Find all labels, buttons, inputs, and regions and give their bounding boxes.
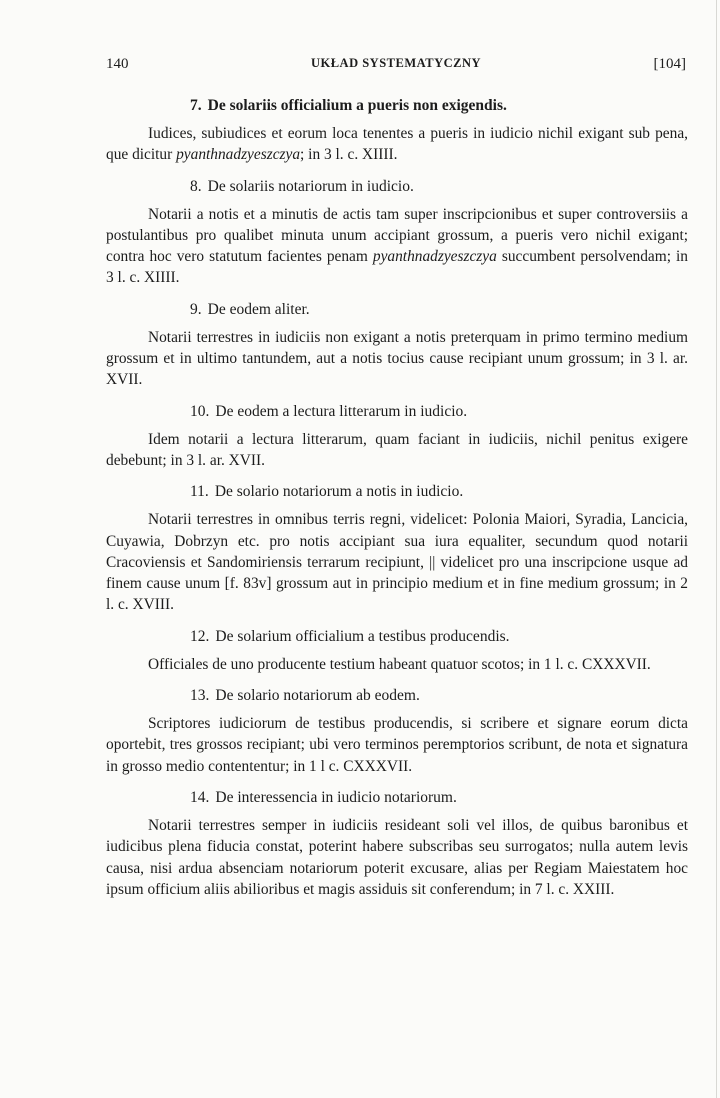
section-heading <box>106 788 688 808</box>
paragraph-text: Officiales de uno producente testium habeant quatuor scotos; in 1 l. c. CXXXVII. <box>148 655 651 673</box>
section-12 <box>106 627 688 675</box>
section-paragraph <box>106 204 688 289</box>
section-paragraph <box>106 429 688 472</box>
section-title: De interessencia in iudicio notariorum. <box>215 788 457 806</box>
paragraph-text: Notarii terrestres semper in iudiciis resideant soli vel illos, de quibus baronibus et iudicibus plena fiducia constat, poterint habere subscribas seu surrogatos; nulla autem levis causa, nisi ardua absenciam notariorum poterit excusare, alias per Regiam Maiestatem hoc ipsum officium aliis abilioribus et magis assiduis sit conferendum; in 7 l. c. XXIII. <box>106 816 688 898</box>
section-number: 10. <box>190 402 210 420</box>
section-number: 14. <box>190 788 210 806</box>
italic-term: pyanthnadzyeszczya <box>176 146 301 164</box>
paragraph-citation: ; in 3 l. c. XIIII. <box>300 146 398 164</box>
section-paragraph <box>106 509 688 615</box>
section-paragraph <box>106 654 688 675</box>
section-heading <box>106 177 688 197</box>
section-13 <box>106 686 688 777</box>
page-header <box>106 56 686 76</box>
paragraph-text: Iudices, subiudices et eorum loca tenentes a pueris in iudicio nichil exigant sub pena, que dicitur <box>106 125 688 164</box>
section-title: De solariis officialium a pueris non exigendis. <box>207 97 507 114</box>
section-paragraph <box>106 123 688 166</box>
paragraph-text: Scriptores iudiciorum de testibus producendis, si scribere et signare eorum dicta oportebit, tres grossos recipiant; ubi vero terminos peremptorios scribunt, de nota et signatura in grosso medio contententur; in 1 l c. CXXXVII. <box>106 715 688 775</box>
section-ref: [104] <box>653 56 686 72</box>
section-11 <box>106 482 688 615</box>
section-heading <box>106 300 688 320</box>
section-9 <box>106 300 688 391</box>
section-number: 13. <box>190 687 210 705</box>
section-number: 8. <box>190 177 202 195</box>
section-heading <box>106 627 688 647</box>
paragraph-text: Idem notarii a lectura litterarum, quam faciant in iudiciis, nichil penitus exigere debebunt; in 3 l. ar. XVII. <box>106 430 688 469</box>
section-title: De solariis notariorum in iudicio. <box>207 177 414 195</box>
section-number: 7. <box>190 97 202 114</box>
section-paragraph <box>106 327 688 391</box>
page-number: 140 <box>106 56 129 72</box>
section-number: 11. <box>190 483 209 501</box>
page-body <box>106 96 688 911</box>
paragraph-citation: succumbent persolvendam; in 3 l. c. XIIII. <box>106 248 688 287</box>
section-heading <box>106 686 688 706</box>
section-title: De solario notariorum ab eodem. <box>215 687 420 705</box>
section-number: 12. <box>190 627 210 645</box>
section-heading <box>106 482 688 502</box>
section-8 <box>106 177 688 289</box>
section-14 <box>106 788 688 900</box>
section-title: De eodem aliter. <box>207 300 310 318</box>
section-10 <box>106 402 688 472</box>
section-heading <box>106 402 688 422</box>
section-heading <box>106 96 688 116</box>
paragraph-text: Notarii terrestres in omnibus terris regni, videlicet: Polonia Maiori, Syradia, Lancicia, Cuyawia, Dobrzyn etc. pro notis accipiant sua iura equaliter, secundum quod notarii Cracoviensis et Sandomiriensis terrarum recipiunt, || videlicet pro una inscripcione usque ad finem cause unum [f. 83v] grossum aut in principio medium et in fine medium grossum; in 2 l. c. XVIII. <box>106 511 688 614</box>
section-paragraph <box>106 713 688 777</box>
italic-term: pyanthnadzyeszczya <box>372 248 497 266</box>
page-edge-shadow <box>716 0 717 1098</box>
section-title: De eodem a lectura litterarum in iudicio. <box>215 402 468 420</box>
running-title: UKŁAD SYSTEMATYCZNY <box>310 56 482 70</box>
section-title: De solarium officialium a testibus producendis. <box>215 627 510 645</box>
section-7 <box>106 96 688 166</box>
paragraph-text: Notarii a notis et a minutis de actis tam super inscripcionibus et super controversiis a postulantibus pro qualibet minuta unum accipiant grossum, a pueris vero nichil exigant; contra hoc vero statutum facientes penam <box>106 205 688 266</box>
section-number: 9. <box>190 300 202 318</box>
section-title: De solario notariorum a notis in iudicio. <box>214 483 464 501</box>
section-paragraph <box>106 815 688 900</box>
paragraph-text: Notarii terrestres in iudiciis non exigant a notis preterquam in primo termino medium grossum et in ultimo tantundem, aut a notis tocius cause recipiant unum grossum; in 3 l. ar. XVII. <box>106 328 688 389</box>
